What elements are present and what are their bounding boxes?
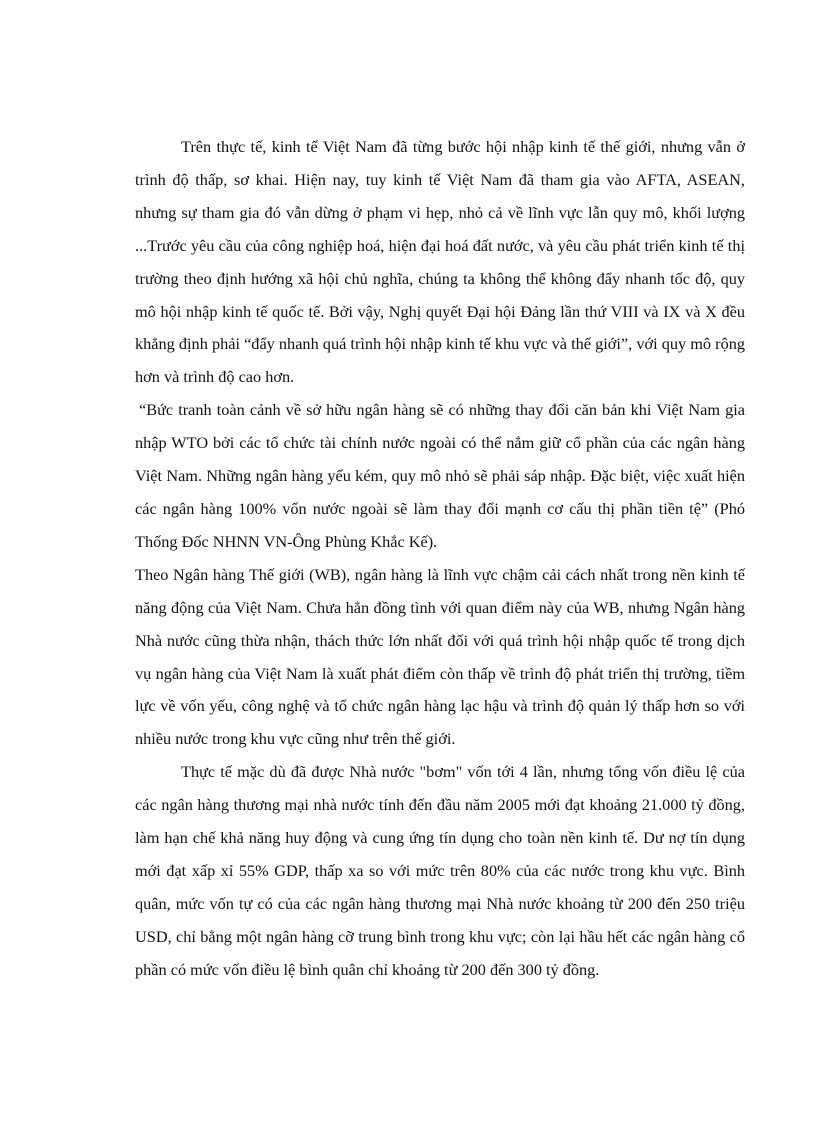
paragraph-capital-figures: Thực tế mặc dù đã được Nhà nước "bơm" vốn tới 4 lần, nhưng tổng vốn điều lệ của các ngân hàng thương mại nhà nước tính đến đầu năm 2005 mới đạt khoảng 21.000 tỷ đồng, làm hạn chế khả năng huy động và cung ứng tín dụng cho toàn nền kinh tế. Dư nợ tín dụng mới đạt xấp xỉ 55% GDP, thấp xa so với mức trên 80% của các nước trong khu vực. Bình quân, mức vốn tự có của các ngân hàng thương mại Nhà nước khoảng từ 200 đến 250 triệu USD, chỉ bằng một ngân hàng cỡ trung bình trong khu vực; còn lại hầu hết các ngân hàng cổ phần có mức vốn điều lệ bình quân chỉ khoảng từ 200 đến 300 tỷ đồng. [135, 762, 745, 979]
document-body [135, 131, 745, 987]
paragraph-integration-overview: Trên thực tế, kinh tế Việt Nam đã từng bước hội nhập kinh tế thế giới, nhưng vẫn ở trình độ thấp, sơ khai. Hiện nay, tuy kinh tế Việt Nam đã tham gia vào AFTA, ASEAN, nhưng sự tham gia đó vẫn dừng ở phạm vi hẹp, nhỏ cả về lĩnh vực lẫn quy mô, khối lượng ...Trước yêu cầu của công nghiệp hoá, hiện đại hoá đất nước, và yêu cầu phát triển kinh tế thị trường theo định hướng xã hội chủ nghĩa, chúng ta không thể không đẩy nhanh tốc độ, quy mô hội nhập kinh tế quốc tế. Bởi vậy, Nghị quyết Đại hội Đảng lần thứ VIII và IX và X đều khẳng định phải “đẩy nhanh quá trình hội nhập kinh tế khu vực và thế giới”, với quy mô rộng hơn và trình độ cao hơn. [135, 137, 745, 387]
paragraph-world-bank: Theo Ngân hàng Thế giới (WB), ngân hàng là lĩnh vực chậm cải cách nhất trong nền kinh tế năng động của Việt Nam. Chưa hẳn đồng tình với quan điểm này của WB, nhưng Ngân hàng Nhà nước cũng thừa nhận, thách thức lớn nhất đối với quá trình hội nhập quốc tế trong dịch vụ ngân hàng của Việt Nam là xuất phát điểm còn thấp về trình độ phát triển thị trường, tiềm lực về vốn yếu, công nghệ và tổ chức ngân hàng lạc hậu và trình độ quản lý thấp hơn so với nhiều nước trong khu vực cũng như trên thế giới. [135, 564, 745, 749]
paragraph-wto-quote: “Bức tranh toàn cảnh về sở hữu ngân hàng sẽ có những thay đổi căn bản khi Việt Nam gia nhập WTO bởi các tổ chức tài chính nước ngoài có thể nắm giữ cổ phần của các ngân hàng Việt Nam. Những ngân hàng yếu kém, quy mô nhỏ sẽ phải sáp nhập. Đặc biệt, việc xuất hiện các ngân hàng 100% vốn nước ngoài sẽ làm thay đổi mạnh cơ cấu thị phần tiền tệ” (Phó Thống Đốc NHNN VN-Ông Phùng Khắc Kế). [135, 400, 745, 551]
